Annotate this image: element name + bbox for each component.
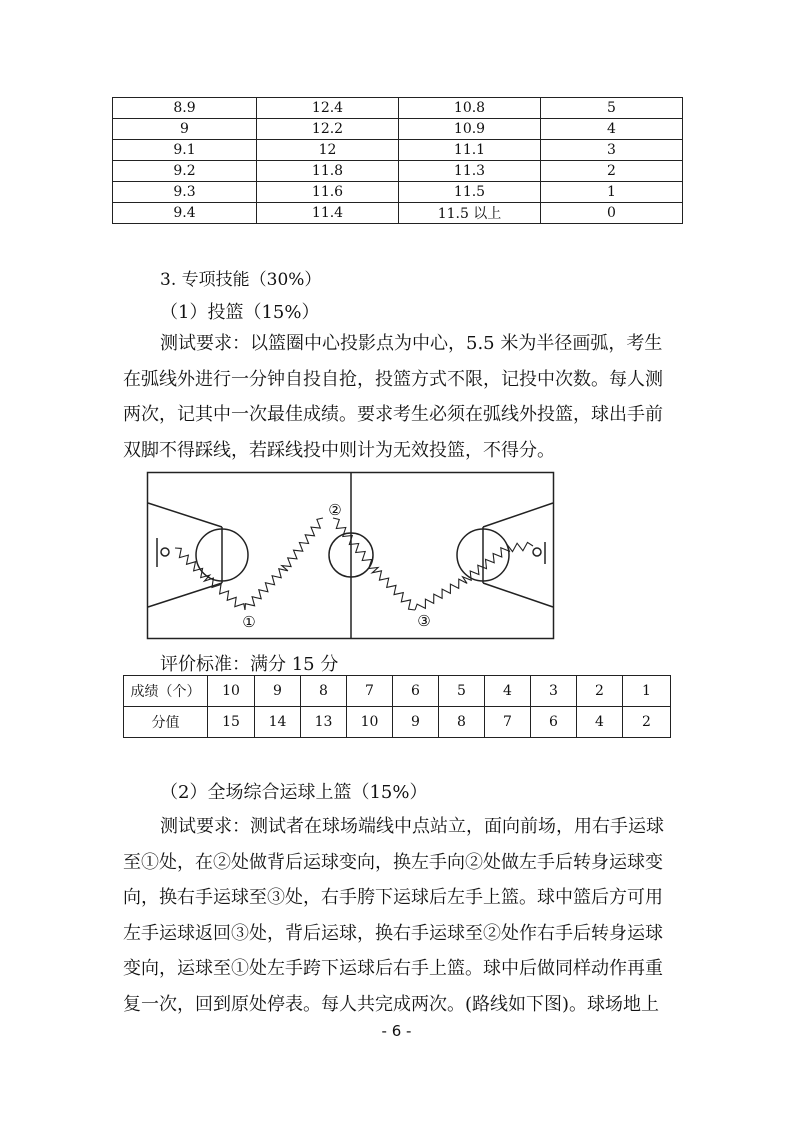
route-markers — [242, 501, 430, 631]
table-cell: 11.6 — [257, 182, 399, 203]
row-label: 分值 — [124, 707, 208, 738]
court-diagram — [145, 470, 559, 642]
points-cell: 6 — [531, 707, 577, 738]
shooting-requirement-line: 在弧线外进行一分钟自投自抢，投篮方式不限，记投中次数。每人测 — [123, 368, 663, 390]
table-row — [113, 140, 683, 161]
count-cell: 4 — [485, 676, 531, 707]
count-cell: 5 — [439, 676, 485, 707]
score-table — [112, 97, 683, 224]
table-cell: 9.1 — [113, 140, 257, 161]
table-cell: 3 — [541, 140, 683, 161]
table-cell: 2 — [541, 161, 683, 182]
table-cell: 11.3 — [399, 161, 541, 182]
table-cell: 12 — [257, 140, 399, 161]
evaluation-table — [123, 675, 671, 738]
count-cell: 1 — [623, 676, 671, 707]
count-cell: 2 — [577, 676, 623, 707]
dribble-path — [333, 518, 415, 610]
layup-requirement — [123, 809, 688, 1022]
count-cell: 3 — [531, 676, 577, 707]
count-cell: 8 — [301, 676, 347, 707]
left-lane-line — [148, 583, 222, 607]
points-cell: 14 — [255, 707, 301, 738]
table-row — [124, 707, 671, 738]
layup-requirement-line: 左手运球返回③处，背后运球，换右手运球至②处作右手后转身运球 — [123, 922, 663, 944]
points-cell: 10 — [347, 707, 393, 738]
points-cell: 13 — [301, 707, 347, 738]
table-cell: 9.4 — [113, 203, 257, 224]
table-cell: 12.2 — [257, 119, 399, 140]
layup-requirement-line: 测试要求：测试者在球场端线中点站立，面向前场，用右手运球 — [160, 816, 664, 837]
shooting-requirement-line: 测试要求：以篮圈中心投影点为中心，5.5 米为半径画弧，考生 — [160, 333, 663, 354]
right-lane-line — [483, 583, 553, 607]
table-row — [124, 676, 671, 707]
table-cell: 4 — [541, 119, 683, 140]
table-row — [113, 182, 683, 203]
marker-3: ③ — [417, 612, 431, 630]
points-cell: 2 — [623, 707, 671, 738]
count-cell: 10 — [208, 676, 255, 707]
shooting-requirement — [123, 326, 688, 468]
table-cell: 8.9 — [113, 98, 257, 119]
table-row — [113, 98, 683, 119]
layup-requirement-line: 变向，运球至①处左手跨下运球后右手上篮。球中后做同样动作再重 — [123, 958, 663, 979]
table-cell: 1 — [541, 182, 683, 203]
evaluation-criteria: 评价标准：满分 15 分 — [160, 654, 339, 675]
table-cell: 10.9 — [399, 119, 541, 140]
section-heading: 3. 专项技能（30%） — [160, 270, 322, 290]
table-cell: 12.4 — [257, 98, 399, 119]
right-lane-line — [483, 503, 553, 527]
marker-2: ② — [328, 501, 342, 519]
table-cell: 11.4 — [257, 203, 399, 224]
page-number: - 6 - — [381, 1022, 412, 1040]
shooting-requirement-line: 两次，记其中一次最佳成绩。要求考生必须在弧线外投篮，球出手前 — [123, 404, 663, 425]
left-hoop — [161, 548, 169, 556]
dribble-path — [415, 542, 533, 610]
points-cell: 4 — [577, 707, 623, 738]
layup-requirement-line: 向，换右手运球至③处，右手胯下运球后左手上篮。球中篮后方可用 — [123, 887, 663, 908]
layup-title: （2）全场综合运球上篮（15%） — [160, 782, 428, 803]
table-row — [113, 161, 683, 182]
table-cell: 10.8 — [399, 98, 541, 119]
table-cell: 11.5 以上 — [399, 203, 541, 224]
points-cell: 9 — [393, 707, 439, 738]
layup-requirement-line: 至①处，在②处做背后运球变向，换左手向②处做左手后转身运球变 — [123, 851, 663, 873]
right-hoop — [533, 548, 541, 556]
table-row — [113, 119, 683, 140]
count-cell: 7 — [347, 676, 393, 707]
points-cell: 15 — [208, 707, 255, 738]
marker-1: ① — [242, 613, 256, 631]
points-cell: 7 — [485, 707, 531, 738]
shooting-title: （1）投篮（15%） — [160, 302, 320, 323]
table-cell: 0 — [541, 203, 683, 224]
dribble-path — [175, 548, 245, 610]
layup-requirement-line: 复一次，回到原处停表。每人共完成两次。(路线如下图)。球场地上 — [123, 993, 660, 1015]
table-cell: 9.2 — [113, 161, 257, 182]
table-cell: 9.3 — [113, 182, 257, 203]
table-cell: 9 — [113, 119, 257, 140]
table-cell: 5 — [541, 98, 683, 119]
table-cell: 11.8 — [257, 161, 399, 182]
count-cell: 6 — [393, 676, 439, 707]
table-row — [113, 203, 683, 224]
dribble-route — [175, 518, 533, 610]
row-label: 成绩（个） — [124, 676, 208, 707]
table-cell: 11.5 — [399, 182, 541, 203]
dribble-path — [245, 518, 323, 610]
shooting-requirement-line: 双脚不得踩线，若踩线投中则计为无效投篮，不得分。 — [123, 439, 555, 461]
left-lane-line — [148, 503, 222, 527]
count-cell: 9 — [255, 676, 301, 707]
points-cell: 8 — [439, 707, 485, 738]
table-cell: 11.1 — [399, 140, 541, 161]
